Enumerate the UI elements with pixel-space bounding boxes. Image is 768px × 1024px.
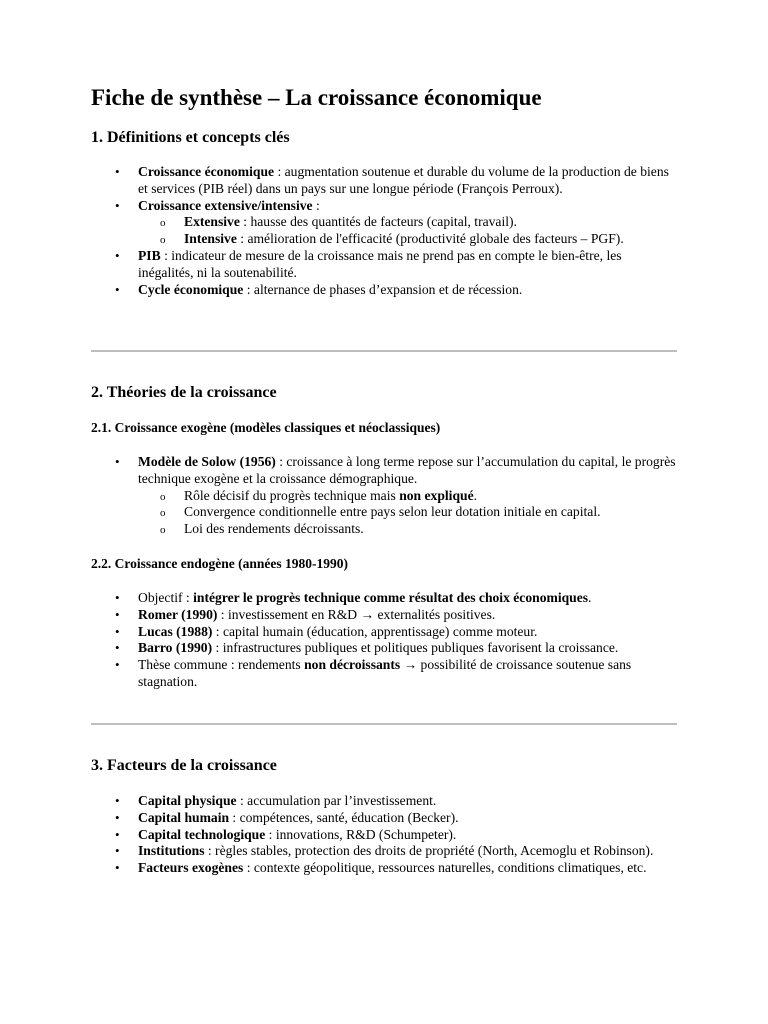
term: Romer (1990): [138, 606, 218, 622]
term: non décroissants: [304, 657, 401, 673]
sub-list-item: [0, 214, 678, 231]
term: Capital physique: [138, 793, 237, 808]
term: Capital technologique: [138, 826, 266, 842]
term: Croissance extensive/intensive: [138, 197, 313, 213]
definition: : innovations, R&D (Schumpeter).: [265, 826, 457, 842]
section-2-2-heading: 2.2. Croissance endogène (années 1980-1990): [91, 556, 348, 571]
bullet-icon: •: [115, 860, 120, 876]
list-item: [0, 590, 678, 607]
bullet-icon: •: [115, 623, 120, 639]
list-item: [0, 640, 678, 657]
term: Croissance économique: [138, 164, 275, 179]
list-item: [0, 624, 678, 641]
list-item: [0, 198, 678, 215]
term: Facteurs exogènes: [138, 860, 244, 876]
sub-list-item: [0, 521, 678, 538]
bullet-icon: •: [115, 809, 120, 825]
text: .: [473, 487, 478, 503]
term: intégrer le progrès technique comme résultat des choix économiques: [193, 590, 589, 605]
section-1-list: [0, 164, 768, 298]
list-item: [0, 657, 678, 691]
divider: [91, 723, 677, 725]
section-2-2-list: [0, 590, 768, 691]
divider: [91, 350, 677, 352]
sub-list-item: [0, 504, 678, 521]
text: Convergence conditionnelle entre pays selon leur dotation initiale en capital.: [184, 504, 601, 520]
definition: : augmentation soutenue et durable du volume de la production de biens et services (PIB réel) dans un pays sur une longue période (François Perroux).: [138, 164, 669, 196]
section-3-list: [0, 793, 768, 877]
list-item: [0, 793, 678, 810]
bullet-icon: •: [115, 640, 120, 656]
definition: : infrastructures publiques et politiques publiques favorisent la croissance.: [212, 640, 619, 656]
definition: : croissance à long terme repose sur l’accumulation du capital, le progrès technique exogène et la croissance démographique.: [138, 454, 676, 486]
text: Loi des rendements décroissants.: [184, 521, 364, 537]
section-2-heading: 2. Théories de la croissance: [91, 384, 277, 401]
bullet-icon: •: [115, 657, 120, 673]
sub-bullet-icon: o: [160, 490, 166, 503]
term: Extensive: [184, 214, 240, 230]
bullet-icon: •: [115, 247, 120, 263]
term: Capital humain: [138, 809, 230, 825]
bullet-icon: •: [115, 197, 120, 213]
bullet-icon: •: [115, 590, 120, 605]
sub-bullet-icon: o: [160, 507, 166, 520]
term: Modèle de Solow (1956): [138, 454, 276, 469]
text: .: [588, 590, 592, 605]
text: Objectif :: [138, 590, 194, 605]
list-item: [0, 860, 678, 877]
document-title: Fiche de synthèse – La croissance économique: [91, 85, 542, 110]
list-item: [0, 607, 678, 624]
sub-list-item: [0, 488, 678, 505]
bullet-icon: •: [115, 843, 120, 859]
definition: : capital humain (éducation, apprentissage) comme moteur.: [212, 623, 538, 639]
definition: : compétences, santé, éducation (Becker).: [229, 809, 459, 825]
sub-list-item: [0, 231, 678, 248]
list-item: [0, 282, 678, 299]
list-item: [0, 164, 678, 198]
term: Cycle économique: [138, 281, 244, 297]
bullet-icon: •: [115, 164, 120, 179]
definition: : amélioration de l'efficacité (productivité globale des facteurs – PGF).: [236, 231, 624, 247]
bullet-icon: •: [115, 826, 120, 842]
text: → possibilité de croissance soutenue sans stagnation.: [138, 657, 632, 689]
bullet-icon: •: [115, 454, 120, 469]
definition: : contexte géopolitique, ressources naturelles, conditions climatiques, etc.: [243, 860, 647, 876]
text: Rôle décisif du progrès technique mais: [184, 487, 400, 503]
section-1-heading: 1. Définitions et concepts clés: [91, 129, 290, 146]
section-2-1-heading: 2.1. Croissance exogène (modèles classiques et néoclassiques): [91, 420, 441, 435]
list-item: [0, 810, 678, 827]
section-3-heading: 3. Facteurs de la croissance: [91, 757, 277, 774]
definition: : hausse des quantités de facteurs (capital, travail).: [239, 214, 517, 230]
list-item: [0, 827, 678, 844]
list-item: [0, 843, 678, 860]
definition: : accumulation par l’investissement.: [236, 793, 437, 808]
definition: :: [312, 197, 320, 213]
bullet-icon: •: [115, 606, 120, 622]
bullet-icon: •: [115, 793, 120, 808]
text: Thèse commune : rendements: [138, 657, 305, 673]
sub-bullet-icon: o: [160, 524, 166, 537]
term: Institutions: [138, 843, 205, 859]
definition: : indicateur de mesure de la croissance mais ne prend pas en compte le bien-être, les inégalités, ni la soutenabilité.: [138, 247, 622, 280]
sub-bullet-icon: o: [160, 217, 166, 230]
term: Barro (1990): [138, 640, 213, 656]
sub-bullet-icon: o: [160, 234, 166, 247]
section-2-1-list: [0, 454, 768, 538]
term: Intensive: [184, 231, 237, 247]
term: non expliqué: [399, 487, 474, 503]
bullet-icon: •: [115, 281, 120, 297]
definition: : alternance de phases d’expansion et de récession.: [243, 281, 523, 297]
definition: : investissement en R&D → externalités positives.: [217, 606, 496, 622]
list-item: [0, 248, 678, 282]
definition: : règles stables, protection des droits de propriété (North, Acemoglu et Robinson).: [204, 843, 654, 859]
term: PIB: [138, 247, 161, 263]
list-item: [0, 454, 678, 488]
term: Lucas (1988): [138, 623, 213, 639]
